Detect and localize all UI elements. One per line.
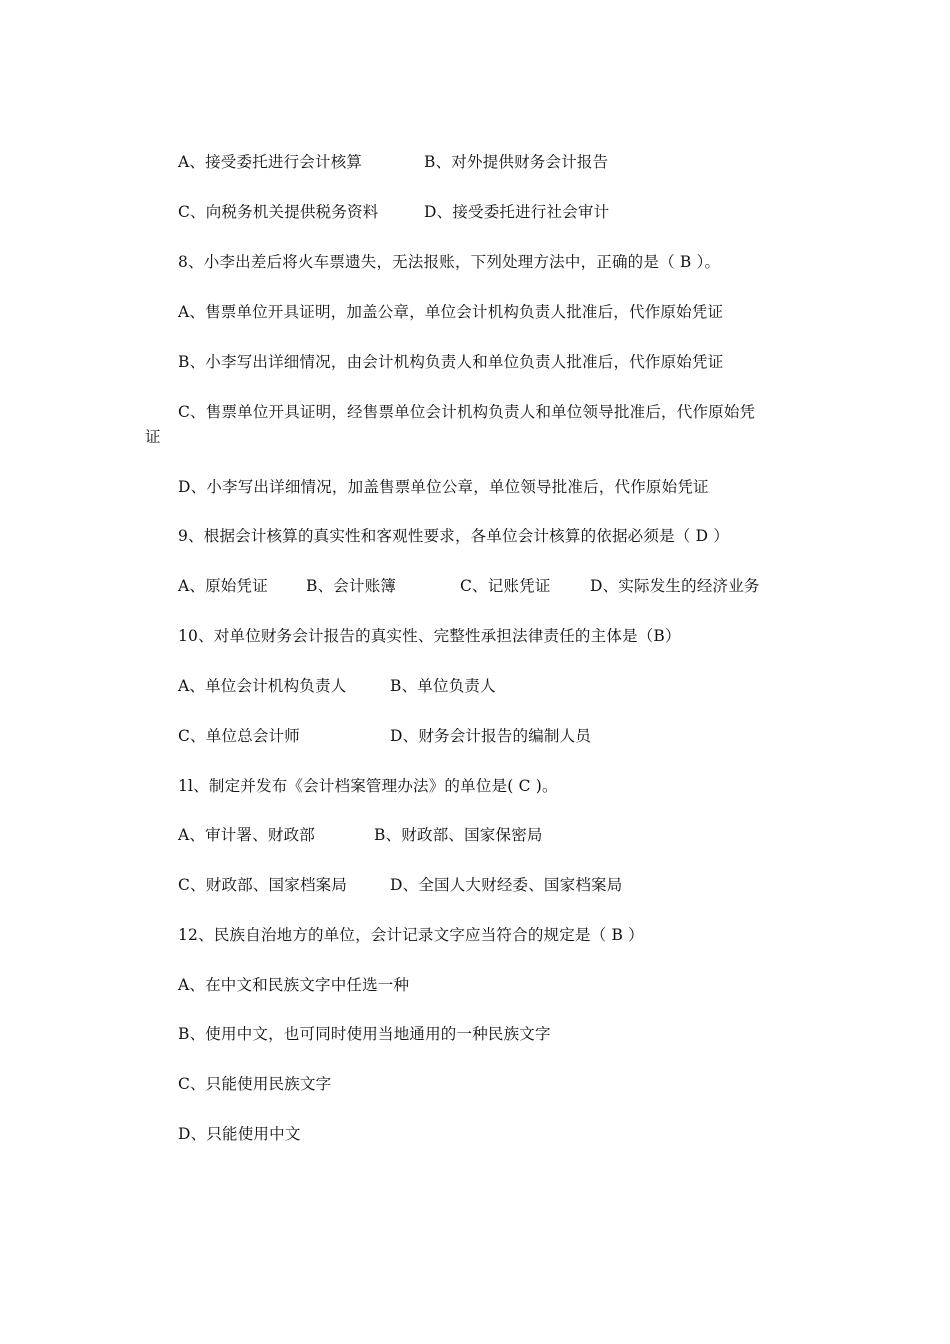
question-8-option-c: C、售票单位开具证明，经售票单位会计机构负责人和单位领导批准后，代作原始凭 — [178, 403, 756, 421]
option-d: D、财务会计报告的编制人员 — [390, 727, 592, 745]
question-8: 8、小李出差后将火车票遗失，无法报账，下列处理方法中，正确的是（ B ）。 — [178, 253, 721, 271]
question-9: 9、根据会计核算的真实性和客观性要求，各单位会计核算的依据必须是（ D ） — [178, 527, 730, 545]
question-10: 10、对单位财务会计报告的真实性、完整性承担法律责任的主体是（B） — [178, 627, 681, 645]
option-a: A、单位会计机构负责人 — [178, 677, 347, 695]
option-d: D、实际发生的经济业务 — [590, 577, 760, 595]
question-12-option-c: C、只能使用民族文字 — [178, 1075, 332, 1093]
option-c: C、单位总会计师 — [178, 727, 300, 745]
option-b: B、对外提供财务会计报告 — [424, 153, 609, 171]
option-b: B、财政部、国家保密局 — [374, 826, 543, 844]
question-8-option-a: A、售票单位开具证明，加盖公章，单位会计机构负责人批准后，代作原始凭证 — [178, 303, 724, 321]
option-b: B、会计账簿 — [306, 577, 397, 595]
question-12-option-b: B、使用中文，也可同时使用当地通用的一种民族文字 — [178, 1025, 551, 1043]
option-c: C、记账凭证 — [460, 577, 551, 595]
question-8-option-d: D、小李写出详细情况，加盖售票单位公章，单位领导批准后，代作原始凭证 — [178, 478, 709, 496]
option-a: A、审计署、财政部 — [178, 826, 315, 844]
question-8-option-b: B、小李写出详细情况，由会计机构负责人和单位负责人批准后，代作原始凭证 — [178, 353, 724, 371]
question-8-option-c-wrap: 证 — [145, 428, 161, 446]
option-a: A、原始凭证 — [178, 577, 268, 595]
question-12: 12、民族自治地方的单位，会计记录文字应当符合的规定是（ B ） — [178, 926, 644, 944]
option-c: C、财政部、国家档案局 — [178, 876, 348, 894]
option-d: D、接受委托进行社会审计 — [424, 203, 610, 221]
option-b: B、单位负责人 — [390, 677, 496, 695]
option-a: A、接受委托进行会计核算 — [178, 153, 363, 171]
option-c: C、向税务机关提供税务资料 — [178, 203, 379, 221]
question-11: 1l、制定并发布《会计档案管理办法》的单位是( C )。 — [178, 777, 558, 795]
question-12-option-d: D、只能使用中文 — [178, 1125, 301, 1143]
question-12-option-a: A、在中文和民族文字中任选一种 — [178, 976, 410, 994]
option-d: D、全国人大财经委、国家档案局 — [390, 876, 623, 894]
